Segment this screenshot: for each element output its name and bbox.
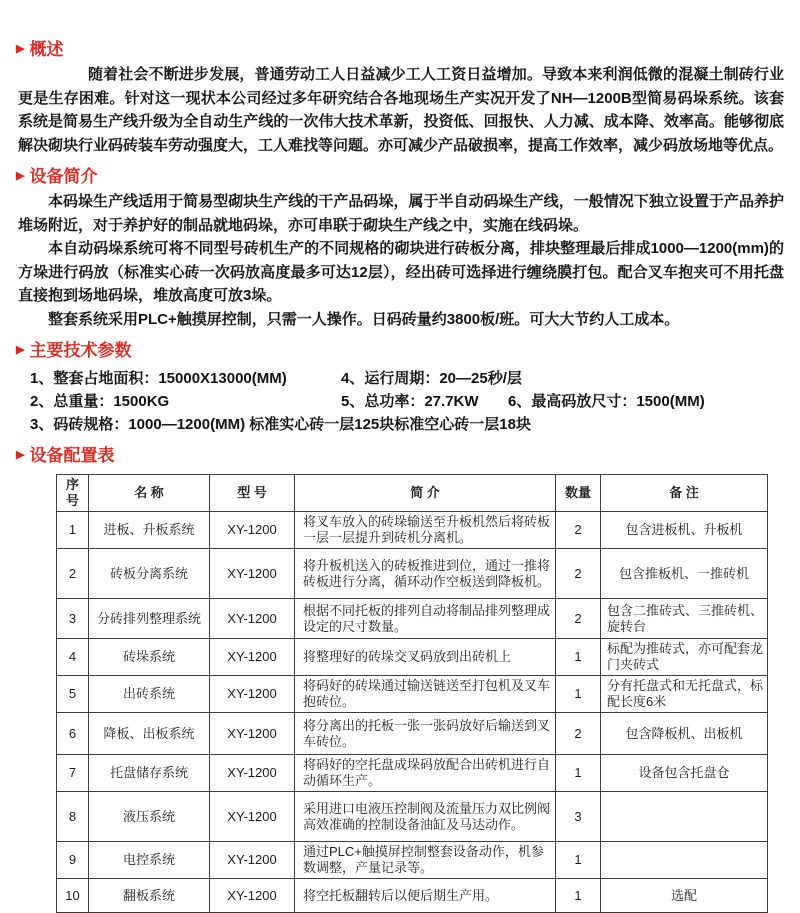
cell-qty: 2 bbox=[556, 549, 601, 599]
cell-name: 进板、升板系统 bbox=[89, 512, 210, 549]
table-row bbox=[57, 713, 768, 755]
cell-desc: 将分离出的托板一张一张码放好后输送到叉车砖位。 bbox=[295, 713, 556, 755]
cell-no: 6 bbox=[57, 713, 89, 755]
cell-no: 9 bbox=[57, 842, 89, 879]
table-row bbox=[57, 842, 768, 879]
params-row bbox=[30, 413, 784, 436]
col-header-note: 备 注 bbox=[601, 475, 768, 512]
cell-name: 翻板系统 bbox=[89, 879, 210, 913]
triangle-marker-icon: ▶ bbox=[16, 170, 25, 182]
intro-paragraphs bbox=[18, 190, 784, 331]
cell-note: 包含进板机、升板机 bbox=[601, 512, 768, 549]
cell-note bbox=[601, 842, 768, 879]
cell-name: 液压系统 bbox=[89, 792, 210, 842]
cell-model: XY-1200 bbox=[210, 755, 295, 792]
cell-qty: 2 bbox=[556, 512, 601, 549]
col-header-desc: 简 介 bbox=[295, 475, 556, 512]
section-config-title: 设备配置表 bbox=[29, 446, 115, 465]
table-row bbox=[57, 792, 768, 842]
param-item: 4、运行周期：20—25秒/层 bbox=[341, 370, 522, 387]
cell-no: 10 bbox=[57, 879, 89, 913]
cell-name: 电控系统 bbox=[89, 842, 210, 879]
cell-no: 3 bbox=[57, 599, 89, 639]
section-overview bbox=[16, 40, 784, 157]
cell-qty: 1 bbox=[556, 879, 601, 913]
cell-name: 分砖排列整理系统 bbox=[89, 599, 210, 639]
cell-desc: 将整理好的砖垛交叉码放到出砖机上 bbox=[295, 639, 556, 676]
cell-model: XY-1200 bbox=[210, 549, 295, 599]
cell-qty: 3 bbox=[556, 792, 601, 842]
cell-note: 包含二推砖式、三推砖机、旋转台 bbox=[601, 599, 768, 639]
section-config bbox=[16, 446, 784, 913]
cell-note bbox=[601, 792, 768, 842]
triangle-marker-icon: ▶ bbox=[16, 449, 25, 461]
cell-model: XY-1200 bbox=[210, 639, 295, 676]
cell-no: 8 bbox=[57, 792, 89, 842]
section-config-header bbox=[16, 446, 784, 466]
intro-paragraph: 整套系统采用PLC+触摸屏控制，只需一人操作。日码砖量约3800板/班。可大大节约人工成本。 bbox=[48, 310, 680, 328]
cell-desc: 将叉车放入的砖垛输送至升板机然后将砖板一层一层提升到砖机分离机。 bbox=[295, 512, 556, 549]
table-header-row bbox=[57, 475, 768, 512]
section-intro-header bbox=[16, 167, 784, 187]
equipment-config-table bbox=[56, 474, 768, 913]
table-row bbox=[57, 512, 768, 549]
col-header-no: 序号 bbox=[57, 475, 89, 512]
table-row bbox=[57, 599, 768, 639]
intro-paragraph: 本码垛生产线适用于简易型砌块生产线的干产品码垛，属于半自动码垛生产线，一般情况下独立设置于产品养护堆场附近，对于养护好的制品就地码垛，亦可串联于砌块生产线之中，实施在线码垛。 bbox=[18, 193, 784, 234]
cell-qty: 2 bbox=[556, 599, 601, 639]
cell-desc: 将空托板翻转后以便后期生产用。 bbox=[295, 879, 556, 913]
cell-note: 设备包含托盘仓 bbox=[601, 755, 768, 792]
section-intro bbox=[16, 167, 784, 331]
cell-model: XY-1200 bbox=[210, 842, 295, 879]
col-header-qty: 数量 bbox=[556, 475, 601, 512]
cell-note: 包含降板机、出板机 bbox=[601, 713, 768, 755]
cell-no: 7 bbox=[57, 755, 89, 792]
col-header-name: 名 称 bbox=[89, 475, 210, 512]
cell-name: 砖垛系统 bbox=[89, 639, 210, 676]
params-row bbox=[30, 367, 784, 390]
overview-paragraph: 随着社会不断进步发展，普通劳动工人日益减少工人工资日益增加。导致本来利润低微的混凝土制砖行业更是生存困难。针对这一现状本公司经过多年研究结合各地现场生产实况开发了NH—1200B型简易码垛系统。该套系统是简易生产线升级为全自动生产线的一次伟大技术革新，投资低、回报快、人力减、成本降、效率高。能够彻底解决砌块行业码砖装车劳动强度大，工人难找等问题。亦可减少产品破损率，提高工作效率，减少码放场地等优点。 bbox=[18, 66, 784, 154]
cell-note: 包含推板机、一推砖机 bbox=[601, 549, 768, 599]
cell-desc: 将码好的砖垛通过输送链送至打包机及叉车抱砖位。 bbox=[295, 676, 556, 713]
cell-desc: 采用进口电液压控制阀及流量压力双比例阀高效准确的控制设备油缸及马达动作。 bbox=[295, 792, 556, 842]
intro-paragraph: 本自动码垛系统可将不同型号砖机生产的不同规格的砌块进行砖板分离，排块整理最后排成1000—1200(mm)的方垛进行码放（标准实心砖一次码放高度最多可达12层），经出砖可选择进行缠绕膜打包。配合叉车抱夹可不用托盘直接抱到场地码垛，堆放高度可放3垛。 bbox=[18, 240, 784, 304]
triangle-marker-icon: ▶ bbox=[16, 344, 25, 356]
cell-desc: 根据不同托板的排列自动将制品排列整理成设定的尺寸数量。 bbox=[295, 599, 556, 639]
cell-no: 1 bbox=[57, 512, 89, 549]
cell-qty: 2 bbox=[556, 713, 601, 755]
cell-desc: 将升板机送入的砖板推进到位，通过一推将砖板进行分离，循环动作空板送到降板机。 bbox=[295, 549, 556, 599]
cell-qty: 1 bbox=[556, 676, 601, 713]
cell-no: 5 bbox=[57, 676, 89, 713]
cell-qty: 1 bbox=[556, 639, 601, 676]
cell-name: 砖板分离系统 bbox=[89, 549, 210, 599]
cell-model: XY-1200 bbox=[210, 599, 295, 639]
param-item: 2、总重量：1500KG bbox=[30, 393, 170, 410]
cell-desc: 将码好的空托盘成垛码放配合出砖机进行自动循环生产。 bbox=[295, 755, 556, 792]
cell-model: XY-1200 bbox=[210, 879, 295, 913]
table-row bbox=[57, 639, 768, 676]
param-item: 3、码砖规格：1000—1200(MM) 标准实心砖一层125块标准空心砖一层18块 bbox=[30, 416, 531, 433]
cell-qty: 1 bbox=[556, 755, 601, 792]
col-header-model: 型 号 bbox=[210, 475, 295, 512]
table-row bbox=[57, 676, 768, 713]
section-overview-header bbox=[16, 40, 784, 60]
cell-model: XY-1200 bbox=[210, 676, 295, 713]
cell-name: 托盘储存系统 bbox=[89, 755, 210, 792]
cell-model: XY-1200 bbox=[210, 512, 295, 549]
section-params-title: 主要技术参数 bbox=[29, 341, 132, 360]
param-item: 5、总功率：27.7KW bbox=[341, 393, 479, 410]
section-overview-title: 概述 bbox=[29, 40, 64, 59]
triangle-marker-icon: ▶ bbox=[16, 43, 25, 55]
cell-note: 选配 bbox=[601, 879, 768, 913]
section-params bbox=[16, 341, 784, 436]
table-row bbox=[57, 755, 768, 792]
params-row bbox=[30, 390, 784, 413]
cell-name: 出砖系统 bbox=[89, 676, 210, 713]
params-list bbox=[30, 367, 784, 436]
cell-note: 标配为推砖式，亦可配套龙门夹砖式 bbox=[601, 639, 768, 676]
cell-name: 降板、出板系统 bbox=[89, 713, 210, 755]
param-item: 1、整套占地面积：15000X13000(MM) bbox=[30, 370, 287, 387]
cell-model: XY-1200 bbox=[210, 713, 295, 755]
table-row bbox=[57, 879, 768, 913]
cell-desc: 通过PLC+触摸屏控制整套设备动作，机参数调整，产量记录等。 bbox=[295, 842, 556, 879]
section-intro-title: 设备简介 bbox=[29, 167, 98, 186]
cell-model: XY-1200 bbox=[210, 792, 295, 842]
table-row bbox=[57, 549, 768, 599]
cell-note: 分有托盘式和无托盘式，标配长度6米 bbox=[601, 676, 768, 713]
section-params-header bbox=[16, 341, 784, 361]
cell-no: 2 bbox=[57, 549, 89, 599]
param-item: 6、最高码放尺寸：1500(MM) bbox=[508, 393, 705, 410]
cell-qty: 1 bbox=[556, 842, 601, 879]
cell-no: 4 bbox=[57, 639, 89, 676]
